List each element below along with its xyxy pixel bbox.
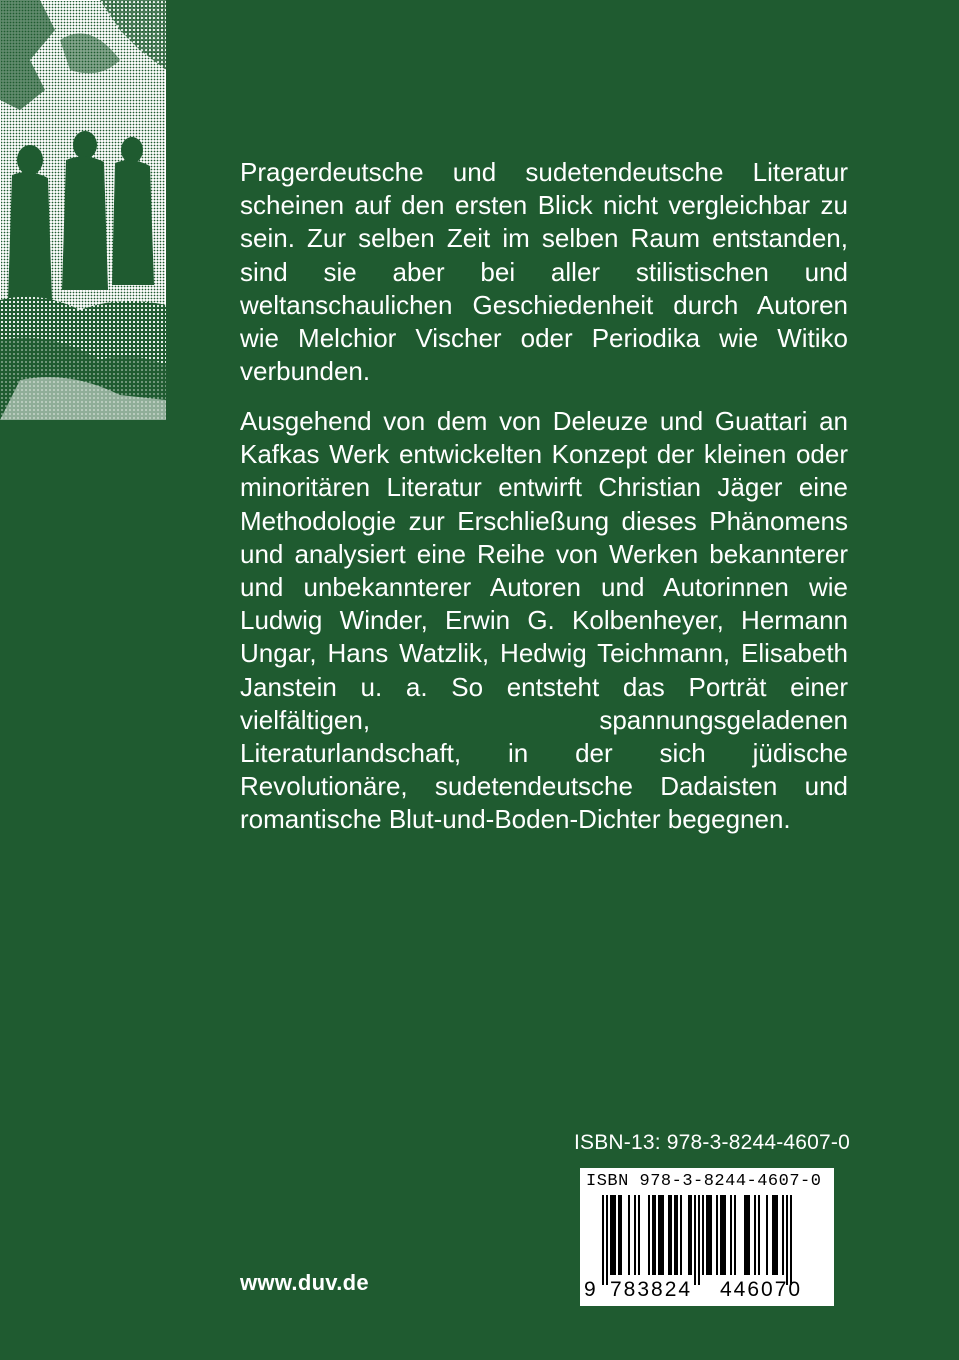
barcode-bar (676, 1195, 678, 1275)
barcode-bar (790, 1195, 792, 1285)
barcode-bar (612, 1195, 614, 1275)
isbn-barcode (580, 1168, 834, 1306)
barcode-bar (668, 1195, 670, 1275)
barcode-bar (716, 1195, 718, 1275)
barcode-bar (670, 1195, 672, 1275)
barcode-first-digit: 9 (584, 1278, 598, 1301)
barcode-bar (606, 1195, 608, 1285)
barcode-bar (690, 1195, 692, 1275)
barcode-bar (706, 1195, 708, 1275)
barcode-bar (674, 1195, 676, 1275)
blurb-paragraph-2: Ausgehend von dem von Deleuze und Guattari an Kafkas Werk entwickelten Konzept der kleinen oder minoritären Literatur entwirft Christian Jäger eine Methodologie zur Erschließung dieses Phänomens und analysiert eine Reihe von Werken bekannterer und unbekannterer Autoren und Autorinnen wie Ludwig Winder, Erwin G. Kolbenheyer, Hermann Ungar, Hans Watzlik, Hedwig Teichmann, Elisabeth Janstein u. a. So entsteht das Porträt einer vielfältigen, spannungsgeladenen Literaturlandschaft, in der sich jüdische Revolutionäre, sudetendeutsche Dadaisten und romantische Blut-und-Boden-Dichter begegnen. (240, 406, 848, 835)
barcode-bar (654, 1195, 656, 1275)
halftone-photo-figures-icon (0, 0, 166, 420)
barcode-group-2: 446070 (720, 1278, 803, 1301)
barcode-bar (648, 1195, 650, 1275)
barcode-bar (710, 1195, 712, 1275)
barcode-bar (698, 1195, 700, 1285)
barcode-bar (610, 1195, 612, 1275)
barcode-bar (758, 1195, 760, 1275)
barcode-bar (680, 1195, 682, 1275)
barcode-bar (620, 1195, 622, 1275)
isbn-label: ISBN-13: 978-3-8244-4607-0 (573, 1131, 850, 1154)
barcode-bar (658, 1195, 660, 1275)
blurb-paragraph-1: Pragerdeutsche und sudetendeutsche Literatur scheinen auf den ersten Blick nicht vergleichbar zu sein. Zur selben Zeit im selben Raum entstanden, sind sie aber bei aller stilistischen und weltanschaulichen Geschiedenheit durch Autoren wie Melchior Vischer oder Periodika wie Witiko verbunden. (240, 157, 848, 387)
publisher-url[interactable]: www.duv.de (240, 1270, 369, 1295)
barcode-bar (614, 1195, 616, 1275)
barcode-bar (688, 1195, 690, 1275)
barcode-bar (602, 1195, 604, 1285)
barcode-bar (694, 1195, 696, 1285)
barcode-bar (662, 1195, 664, 1275)
barcode-bar (782, 1195, 784, 1275)
barcode-bar (754, 1195, 756, 1275)
barcode-bar (772, 1195, 774, 1275)
barcode-bar (746, 1195, 748, 1275)
barcode-bar (634, 1195, 636, 1275)
barcode-bar (638, 1195, 640, 1275)
barcode-bar (748, 1195, 750, 1275)
barcode-top-text: ISBN 978-3-8244-4607-0 (586, 1172, 822, 1191)
barcode-bar (720, 1195, 722, 1275)
barcode-bar (786, 1195, 788, 1285)
barcode-bar (766, 1195, 768, 1275)
barcode-bar (660, 1195, 662, 1275)
barcode-bar (652, 1195, 654, 1275)
barcode-bar (722, 1195, 724, 1275)
barcode-bar (724, 1195, 726, 1275)
barcode-bar (734, 1195, 736, 1275)
barcode-bar (708, 1195, 710, 1275)
barcode-bar (744, 1195, 746, 1275)
barcode-bar (774, 1195, 776, 1275)
barcode-group-1: 783824 (610, 1278, 693, 1301)
barcode-bar (702, 1195, 704, 1275)
cover-photo (0, 0, 166, 420)
barcode-bar (628, 1195, 630, 1275)
barcode-bars (580, 1195, 834, 1285)
barcode-bar (776, 1195, 778, 1275)
barcode-bar (618, 1195, 620, 1275)
barcode-bar (730, 1195, 732, 1275)
